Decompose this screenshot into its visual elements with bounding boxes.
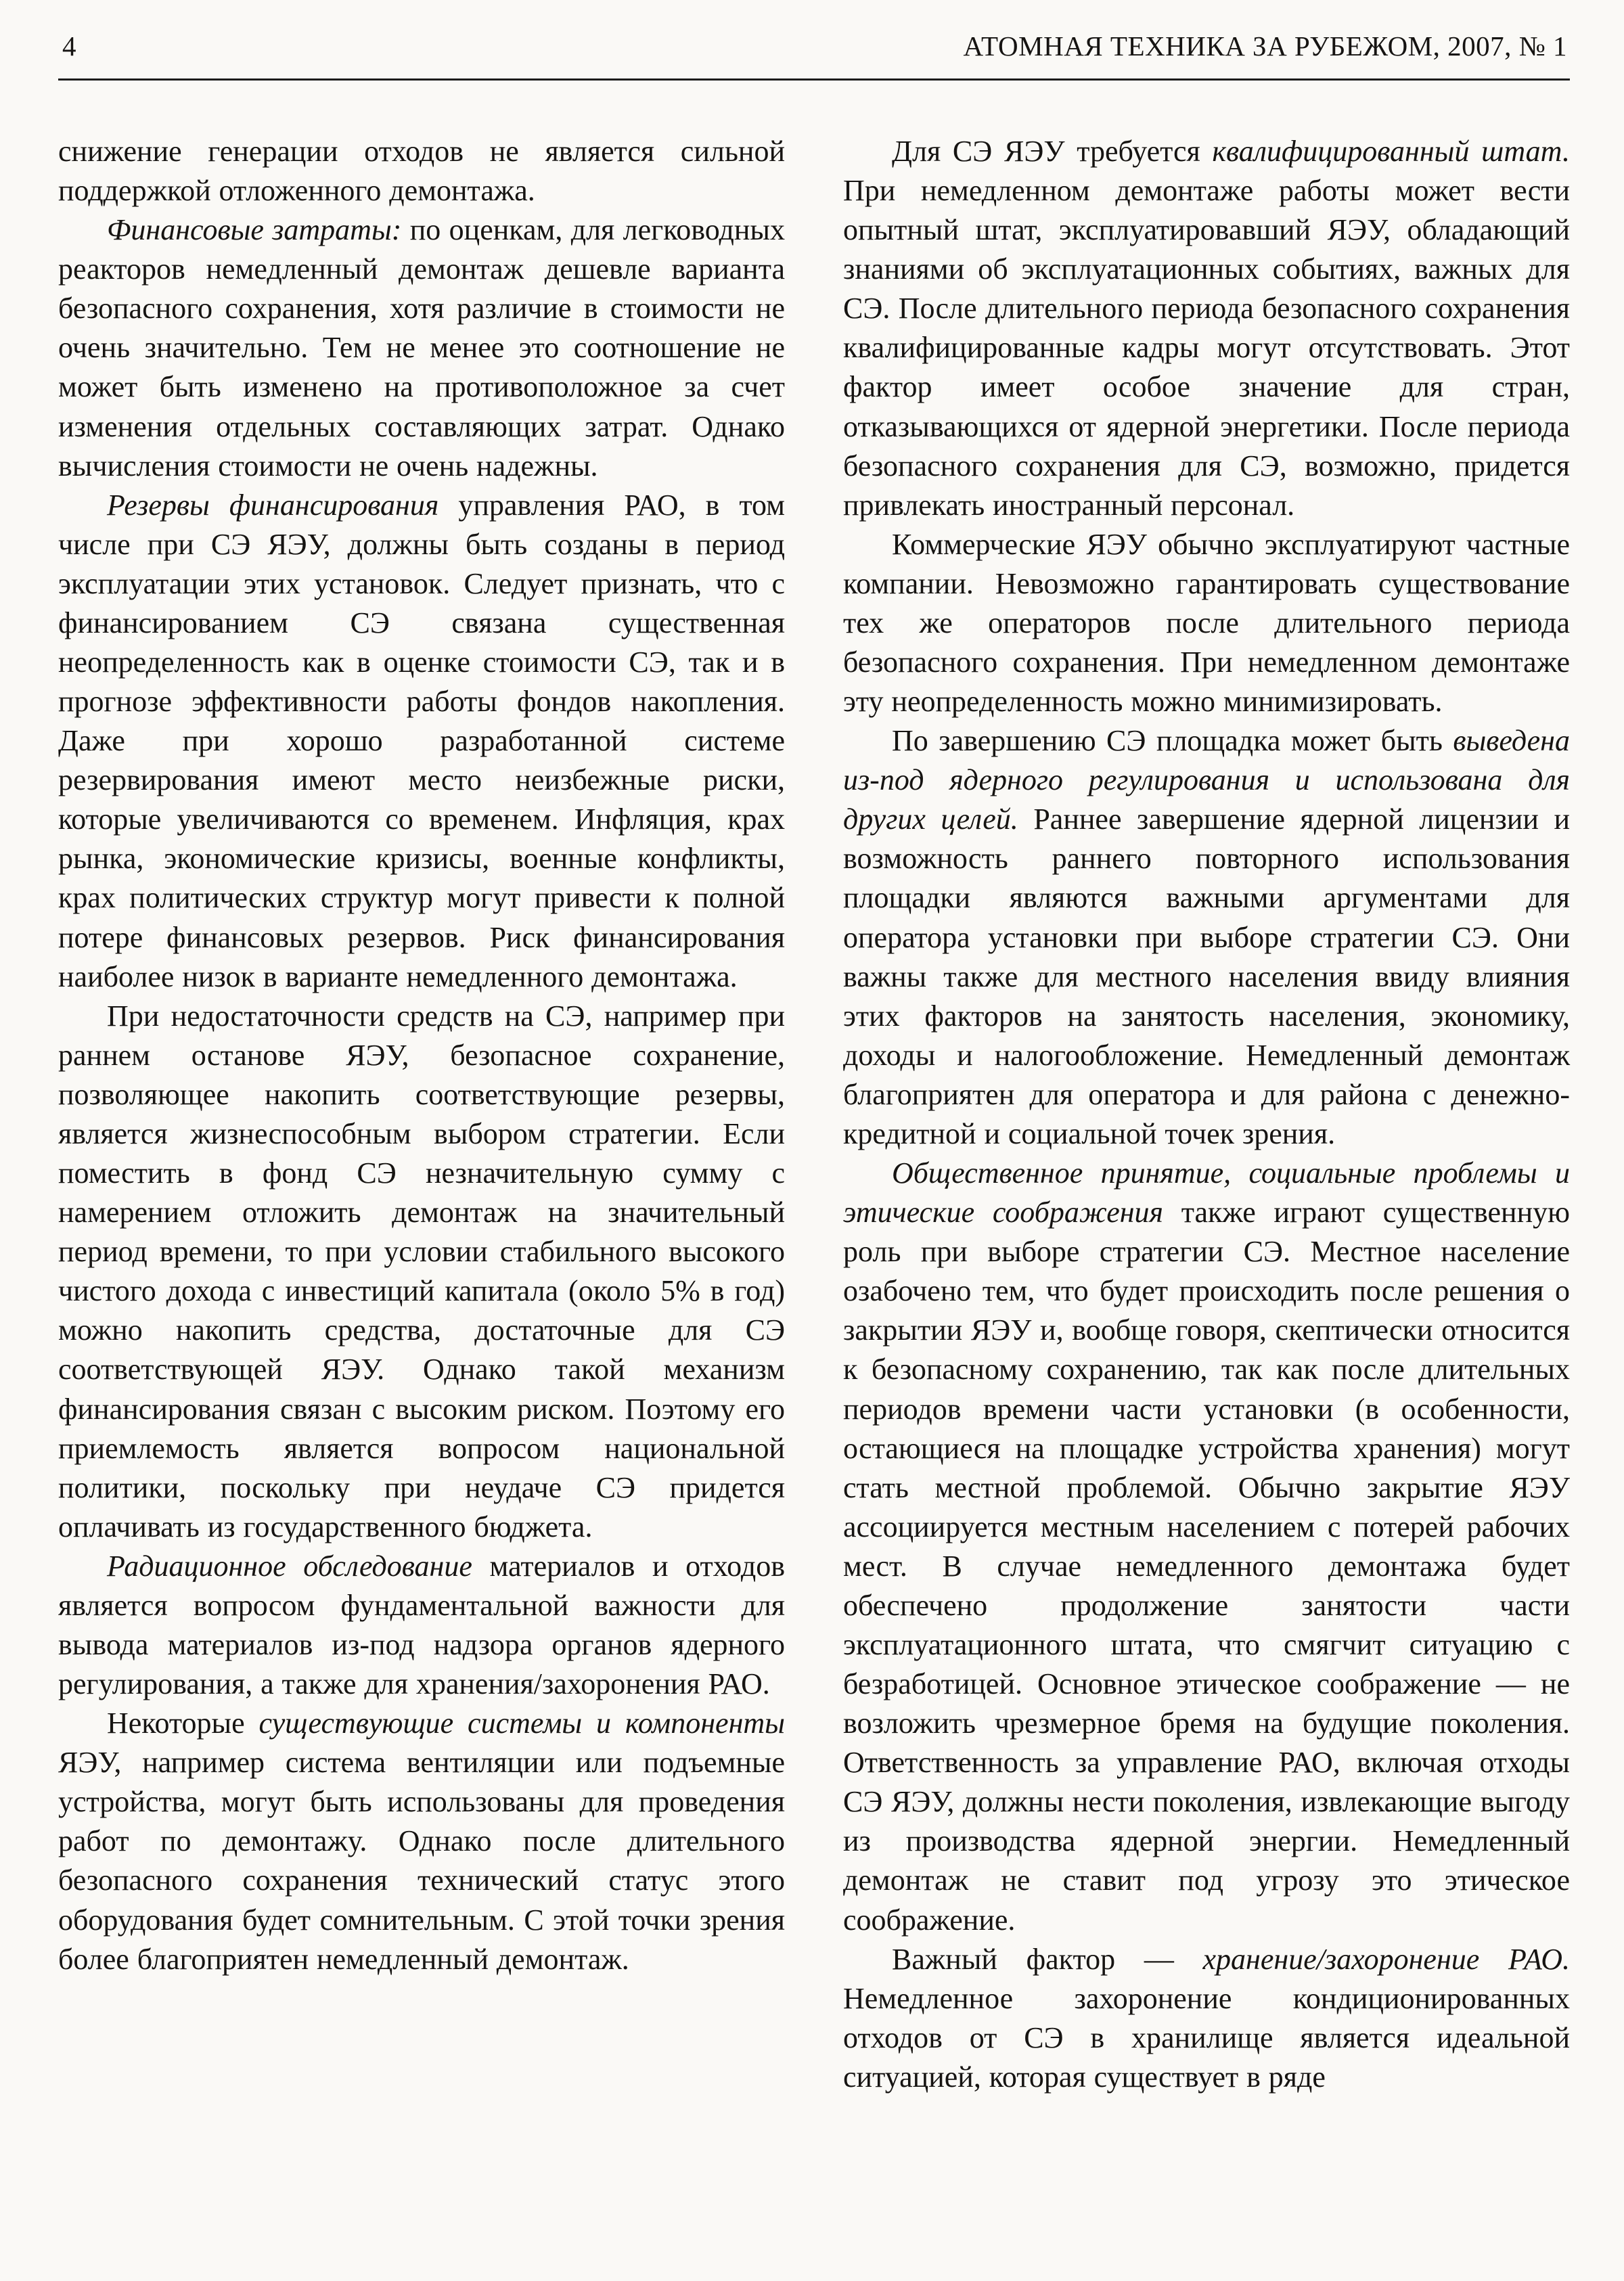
- article-body: [58, 132, 1570, 2097]
- text-run: Некоторые: [107, 1707, 259, 1740]
- page-number: 4: [62, 30, 76, 62]
- text-run: снижение генерации отходов не является сильной поддержкой отложенного демонтажа.: [58, 135, 785, 208]
- paragraph: [843, 1154, 1570, 1940]
- text-column-right: [843, 132, 1570, 2097]
- text-column-left: [58, 132, 785, 2097]
- text-run: Раннее завершение ядерной лицензии и возможность раннего повторного использования площадки являются важными аргументами для оператора установки при выборе стратегии СЭ. Они важны также для местного населения ввиду влияния этих факторов на занятость населения, экономику, доходы и налогообложение. Немедленный демонтаж благоприятен для оператора и для района с денежно-кредитной и социальной точек зрения.: [843, 803, 1570, 1150]
- text-run: Важный фактор —: [892, 1942, 1203, 1976]
- page-header: [58, 30, 1570, 62]
- paragraph: [843, 132, 1570, 525]
- paragraph: [58, 210, 785, 486]
- journal-title: АТОМНАЯ ТЕХНИКА ЗА РУБЕЖОМ, 2007, № 1: [963, 30, 1567, 62]
- text-run: ЯЭУ, например система вентиляции или подъемные устройства, могут быть использованы для проведения работ по демонтажу. Однако после длительного безопасного сохранения технический статус этого оборудования будет сомнительным. С этой точки зрения более благоприятен немедленный демонтаж.: [58, 1746, 785, 1976]
- paragraph: [58, 1704, 785, 1979]
- paragraph: [58, 486, 785, 997]
- text-run: по оценкам, для легководных реакторов немедленный демонтаж дешевле варианта безопасного сохранения, хотя различие в стоимости не очень значительно. Тем не менее это соотношение не может быть изменено на противоположное за счет изменения отдельных составляющих затрат. Однако вычисления стоимости не очень надежны.: [58, 213, 785, 482]
- text-run: При немедленном демонтаже работы может вести опытный штат, эксплуатировавший ЯЭУ, обладающий знаниями об эксплуатационных событиях, важных для СЭ. После длительного периода безопасного сохранения квалифицированные кадры могут отсутствовать. Этот фактор имеет особое значение для стран, отказывающихся от ядерной энергетики. После периода безопасного сохранения для СЭ, возможно, придется привлекать иностранный персонал.: [843, 174, 1570, 522]
- emphasized-text-run: существующие системы и компоненты: [258, 1707, 785, 1740]
- text-run: Для СЭ ЯЭУ требуется: [892, 135, 1213, 168]
- paragraph: [58, 132, 785, 210]
- text-run: Немедленное захоронение кондиционированных отходов от СЭ в хранилище является идеальной ситуацией, которая существует в ряде: [843, 1981, 1570, 2094]
- paragraph: [843, 1940, 1570, 2097]
- emphasized-text-run: Радиационное обследование: [107, 1549, 472, 1583]
- emphasized-text-run: Финансовые затраты:: [107, 213, 402, 247]
- paragraph: [843, 525, 1570, 721]
- text-run: управления РАО, в том числе при СЭ ЯЭУ, должны быть созданы в период эксплуатации этих установок. Следует признать, что с финансированием СЭ связана существенная неопределенность как в оценке стоимости СЭ, так и в прогнозе эффективности работы фондов накопления. Даже при хорошо разработанной системе резервирования имеют место неизбежные риски, которые увеличиваются со временем. Инфляция, крах рынка, экономические кризисы, военные конфликты, крах политических структур могут привести к полной потере финансовых резервов. Риск финансирования наиболее низок в варианте немедленного демонтажа.: [58, 488, 785, 993]
- paragraph: [58, 1547, 785, 1704]
- text-run: материалов и отходов является вопросом фундаментальной важности для вывода материалов из-под надзора органов ядерного регулирования, а также для хранения/захоронения РАО.: [58, 1549, 785, 1701]
- emphasized-text-run: хранение/захоронение РАО.: [1202, 1942, 1571, 1976]
- text-run: По завершению СЭ площадка может быть: [892, 724, 1453, 758]
- emphasized-text-run: Общественное принятие, социальные проблемы и этические соображения: [843, 1156, 1570, 1229]
- header-rule: [58, 78, 1570, 81]
- emphasized-text-run: выведена из-под ядерного регулирования и использована для других целей.: [843, 724, 1570, 836]
- text-run: Коммерческие ЯЭУ обычно эксплуатируют частные компании. Невозможно гарантировать существование тех же операторов после длительного периода безопасного сохранения. При немедленном демонтаже эту неопределенность можно минимизировать.: [843, 527, 1570, 719]
- paragraph: [58, 997, 785, 1547]
- emphasized-text-run: квалифицированный штат.: [1212, 135, 1570, 168]
- emphasized-text-run: Резервы финансирования: [107, 488, 439, 522]
- text-run: При недостаточности средств на СЭ, например при раннем останове ЯЭУ, безопасное сохранение, позволяющее накопить соответствующие резервы, является жизнеспособным выбором стратегии. Если поместить в фонд СЭ незначительную сумму с намерением отложить демонтаж на значительный период времени, то при условии стабильного высокого чистого дохода с инвестиций капитала (около 5% в год) можно накопить средства, достаточные для СЭ соответствующей ЯЭУ. Однако такой механизм финансирования связан с высоким риском. Поэтому его приемлемость является вопросом национальной политики, поскольку при неудаче СЭ придется оплачивать из государственного бюджета.: [58, 999, 785, 1543]
- text-run: также играют существенную роль при выборе стратегии СЭ. Местное население озабочено тем, что будет происходить после решения о закрытии ЯЭУ и, вообще говоря, скептически относится к безопасному сохранению, так как после длительных периодов времени части установки (в особенности, остающиеся на площадке устройства хранения) могут стать местной проблемой. Обычно закрытие ЯЭУ ассоциируется местным населением с потерей рабочих мест. В случае немедленного демонтажа будет обеспечено продолжение занятости части эксплуатационного штата, что смягчит ситуацию с безработицей. Основное этическое соображение — не возложить чрезмерное бремя на будущие поколения. Ответственность за управление РАО, включая отходы СЭ ЯЭУ, должны нести поколения, извлекающие выгоду из производства ядерной энергии. Немедленный демонтаж не ставит под угрозу это этическое соображение.: [843, 1196, 1570, 1937]
- paragraph: [843, 721, 1570, 1154]
